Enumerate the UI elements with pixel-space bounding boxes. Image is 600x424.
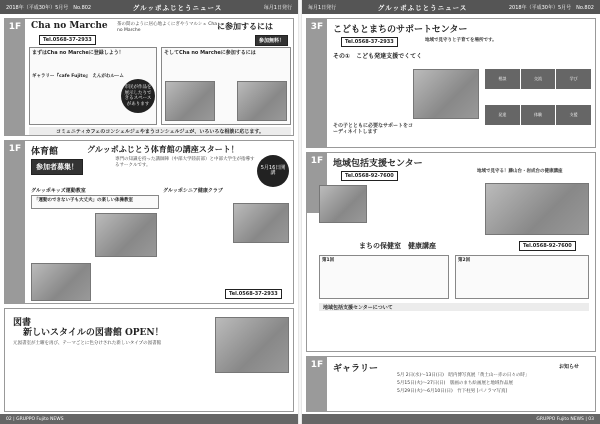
senior-photo <box>233 203 289 243</box>
care-photo-2 <box>485 183 589 235</box>
gallery-circle: 市民が作品を展示したりできるスペースがあります <box>121 79 155 113</box>
gym-title: 体育館 <box>31 147 59 157</box>
child-support-bottom: その子とともに必要なサポートをコーディネイトします <box>333 123 414 136</box>
gallery-item-3: 5月29日(火)〜6月10日(日) 竹下柱男 [パノラマ写真] <box>397 389 508 394</box>
marche-photo-1 <box>165 81 215 121</box>
section-tab-1f-gym: 1F <box>5 141 25 303</box>
child-support-title: こどもとまちのサポートセンター <box>333 25 468 35</box>
gym-photo <box>31 263 91 301</box>
health-event-tel[interactable]: Tel.0568-92-7600 <box>519 241 576 251</box>
gallery-item-2: 5月15日(火)〜27日(日) 版画のまち絵画展と地域作品展 <box>397 381 513 386</box>
library-section <box>4 308 294 412</box>
library-label: 図書 <box>13 318 32 328</box>
section-tab-1f-gallery: 1F <box>307 357 327 411</box>
grid-item: 相談 <box>485 69 520 89</box>
cha-no-marche-tel[interactable]: Tel.0568-37-2933 <box>39 35 96 45</box>
right-page <box>302 0 600 424</box>
step2-heading: そしてCha no Marcheに参加するには <box>164 50 256 56</box>
right-header-date: 毎月1日発行 <box>308 4 337 11</box>
gallery-section <box>306 356 596 412</box>
gym-heading: グルッポふじとう体育館の講座スタート！ <box>87 144 239 154</box>
community-care-tel[interactable]: Tel.0568-92-7600 <box>341 171 398 181</box>
kids-title: グルッポキッズ運動教室 <box>31 188 86 194</box>
cha-no-marche-heading: に参加するには <box>217 21 273 31</box>
kids-sub: 「運動のできない子も大丈夫」の楽しい体操教室 <box>31 195 159 209</box>
left-header-date: 2018年（平成30年）5月号 No.802 <box>6 4 92 11</box>
left-page <box>0 0 298 424</box>
left-footer: 02 | GRUPPO Fujito NEWS <box>0 414 298 424</box>
step1-heading: まずはCha no Marcheに登録しよう！ <box>32 50 124 56</box>
community-care-slogan: 地域で見守る！藤山台・岩成台の健康講座 <box>477 169 563 174</box>
library-text: 元図書室が土曜を再び、テーマごとに色分けされた新しいタイプの図書館 <box>13 341 162 346</box>
left-header-title: グルッポふじとうニュース <box>132 3 223 12</box>
cha-no-marche-section <box>4 18 294 136</box>
community-care-title: 地域包括支援センター <box>333 159 423 169</box>
child-support-section <box>306 18 596 148</box>
left-header-issue: 毎月1日発行 <box>263 4 292 11</box>
right-header-issue: 2018年（平成30年）5月号 No.802 <box>508 4 594 11</box>
child-support-photo <box>413 69 479 119</box>
section-tab-1f-care: 1F <box>307 153 327 213</box>
community-care-section <box>306 152 596 352</box>
health-event-title: まちの保健室 健康講座 <box>359 241 436 250</box>
library-photo <box>215 317 289 373</box>
recruit-badge: 参加者募集！ <box>31 159 83 175</box>
right-header-title: グルッポふじとうニュース <box>377 3 468 12</box>
library-heading: 新しいスタイルの図書館 OPEN！ <box>23 328 164 338</box>
start-date-circle: 5月16日開講 <box>257 155 289 187</box>
gallery-item-1: 5月 2日(水)〜13日(日) 昭内博写真展「黄土山ー赤の日々の時」 <box>397 373 530 378</box>
gallery-title: ギャラリー『cafe Fujito』 えんがわルーム <box>32 74 124 79</box>
grid-item: 支援 <box>556 105 591 125</box>
section-tab-3f: 3F <box>307 19 327 147</box>
section-tab-1f: 1F <box>5 19 25 135</box>
child-support-heading: その① こども発達支援でくてく <box>333 53 423 60</box>
gym-section <box>4 140 294 304</box>
kids-photo <box>95 213 157 257</box>
grid-item: 学び <box>556 69 591 89</box>
marche-photo-2 <box>237 81 287 121</box>
senior-title: グルッポシニア健康クラブ <box>163 188 223 194</box>
care-photo-1 <box>319 185 367 223</box>
left-header <box>0 0 298 14</box>
session1-box <box>319 255 449 299</box>
gym-intro: 専門の知識を持った講師陣（中部大学陸前部）と中部大学生が指導するサークルです。 <box>115 157 255 169</box>
care-info-bar: 地域包括支援センターについて <box>319 303 589 311</box>
cha-no-marche-subtitle: 茶の間のように居心地よくにぎやうマルシェ Cha no Marche <box>117 22 217 34</box>
child-support-note: 地域で見守りと子育てを場所です。 <box>425 38 497 43</box>
cha-no-marche-title: Cha no Marche <box>31 21 108 31</box>
concierge-bar: コミュニティカフェのコンシェルジュやまうコンシェルジュが、いろいろな相談に応じます。 <box>29 127 291 135</box>
grid-item: 体験 <box>521 105 556 125</box>
session2-label: 第2回 <box>458 258 471 263</box>
grid-item: 発達 <box>485 105 520 125</box>
session2-box <box>455 255 589 299</box>
child-support-tel[interactable]: Tel.0568-37-2933 <box>341 37 398 47</box>
gallery-title-right: ギャラリー <box>333 364 379 374</box>
gallery-note: お知らせ <box>559 364 579 370</box>
right-header <box>302 0 600 14</box>
free-badge: 参加無料！ <box>255 35 288 46</box>
grid-item: 交流 <box>521 69 556 89</box>
support-grid <box>485 69 591 139</box>
right-footer: GRUPPO Fujito NEWS | 03 <box>302 414 600 424</box>
session1-label: 第1回 <box>322 258 335 263</box>
gym-tel[interactable]: Tel.0568-37-2933 <box>225 289 282 299</box>
